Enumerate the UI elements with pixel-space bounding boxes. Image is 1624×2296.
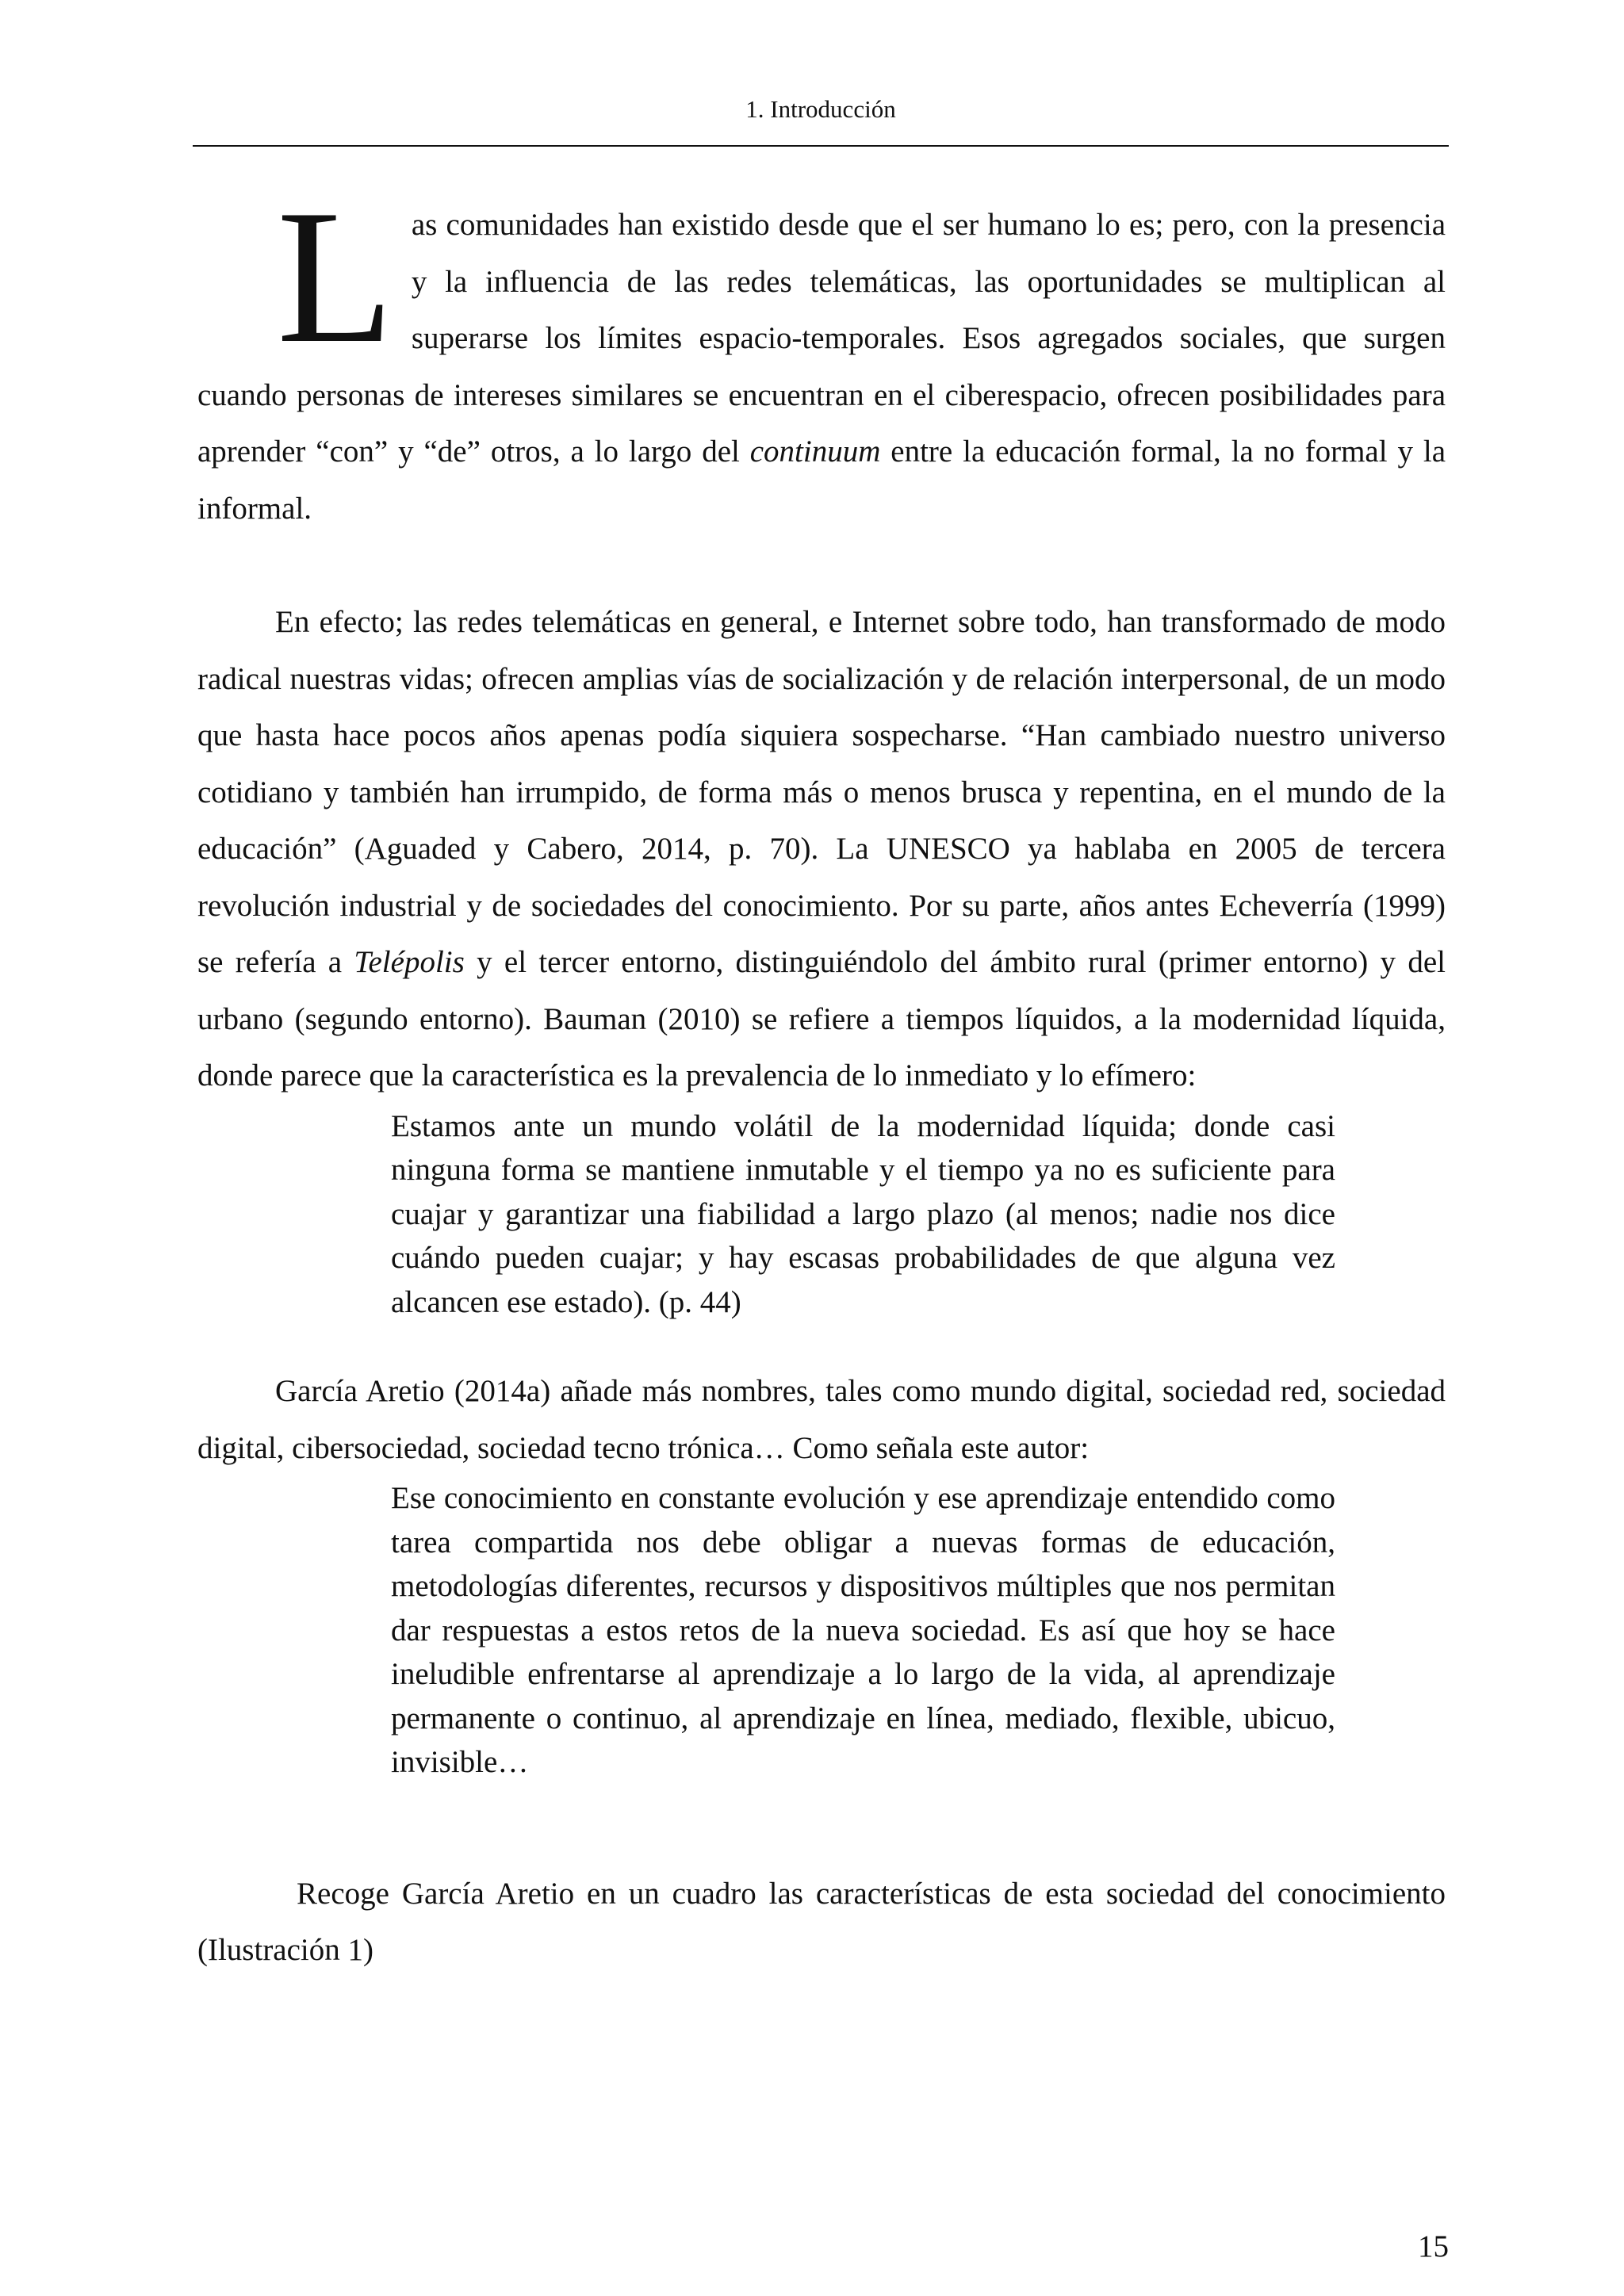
block-quote-bauman: Estamos ante un mundo volátil de la modernidad líquida; donde casi ninguna forma se mantiene inmutable y el tiempo ya no es suficiente para cuajar y garantizar una fiabilidad a largo plazo (al menos; nadie nos dice cuándo pueden cuajar; y hay escasas probabilidades de que alguna vez alcancen ese estado). (p. 44) — [391, 1108, 1335, 1319]
paragraph-intro — [197, 170, 1446, 537]
paragraph-redes — [197, 594, 1446, 1104]
header-rule — [193, 145, 1449, 147]
paragraph-redes-text-end: y el tercer entorno, distinguiéndolo del ámbito rural (primer entorno) y del urbano (segundo entorno). Bauman (2010) se refiere a tiempos líquidos, a la modernidad líquida, donde parece que la característica es la prevalencia de lo inmediato y lo efímero: — [197, 945, 1446, 1093]
page-number: 15 — [1418, 2229, 1449, 2263]
paragraph-intro-text: as comunidades han existido desde que el ser humano lo es; pero, con la presencia y la influencia de las redes telemáticas, las oportunidades se multiplican al superarse los límites espacio-temporales. Esos agregados sociales, que surgen cuando personas de intereses similares se encuentran en el ciberespacio, ofrecen posibilidades para aprender “con” y “de” otros, a lo largo del — [197, 208, 1446, 469]
paragraph-recoge: Recoge García Aretio en un cuadro las características de esta sociedad del conocimiento (Ilustración 1) — [197, 1876, 1446, 1967]
running-header: 1. Introducción — [745, 95, 896, 123]
italic-term-telepolis: Telépolis — [354, 945, 465, 979]
paragraph-redes-text: En efecto; las redes telemáticas en general, e Internet sobre todo, han transformado de modo radical nuestras vidas; ofrecen amplias vías de socialización y de relación interpersonal, de un modo que hasta hace pocos años apenas podía siquiera sospecharse. “Han cambiado nuestro universo cotidiano y también han irrumpido, de forma más o menos brusca y repentina, en el mundo de la educación” (Aguaded y Cabero, 2014, p. 70). La UNESCO ya hablaba en 2005 de tercera revolución industrial y de sociedades del conocimiento. Por su parte, años antes Echeverría (1999) se refería a — [197, 605, 1446, 979]
drop-cap: L — [277, 170, 394, 383]
italic-term-continuum: continuum — [749, 434, 881, 469]
body-text — [197, 170, 1446, 1979]
paragraph-intro-text-end: entre la educación formal, la no formal y la informal. — [197, 434, 1446, 526]
block-quote-garcia-aretio: Ese conocimiento en constante evolución y ese aprendizaje entendido como tarea compartida nos debe obligar a nuevas formas de educación, metodologías diferentes, recursos y dispositivos múltiples que nos permitan dar respuestas a estos retos de la nueva sociedad. Es así que hoy se hace ineludible enfrentarse al aprendizaje a lo largo de la vida, al aprendizaje permanente o continuo, al aprendizaje en línea, mediado, flexible, ubicuo, invisible… — [391, 1481, 1335, 1779]
paragraph-garcia-aretio: García Aretio (2014a) añade más nombres, tales como mundo digital, sociedad red, sociedad digital, cibersociedad, sociedad tecno trónica… Como señala este autor: — [197, 1374, 1446, 1465]
